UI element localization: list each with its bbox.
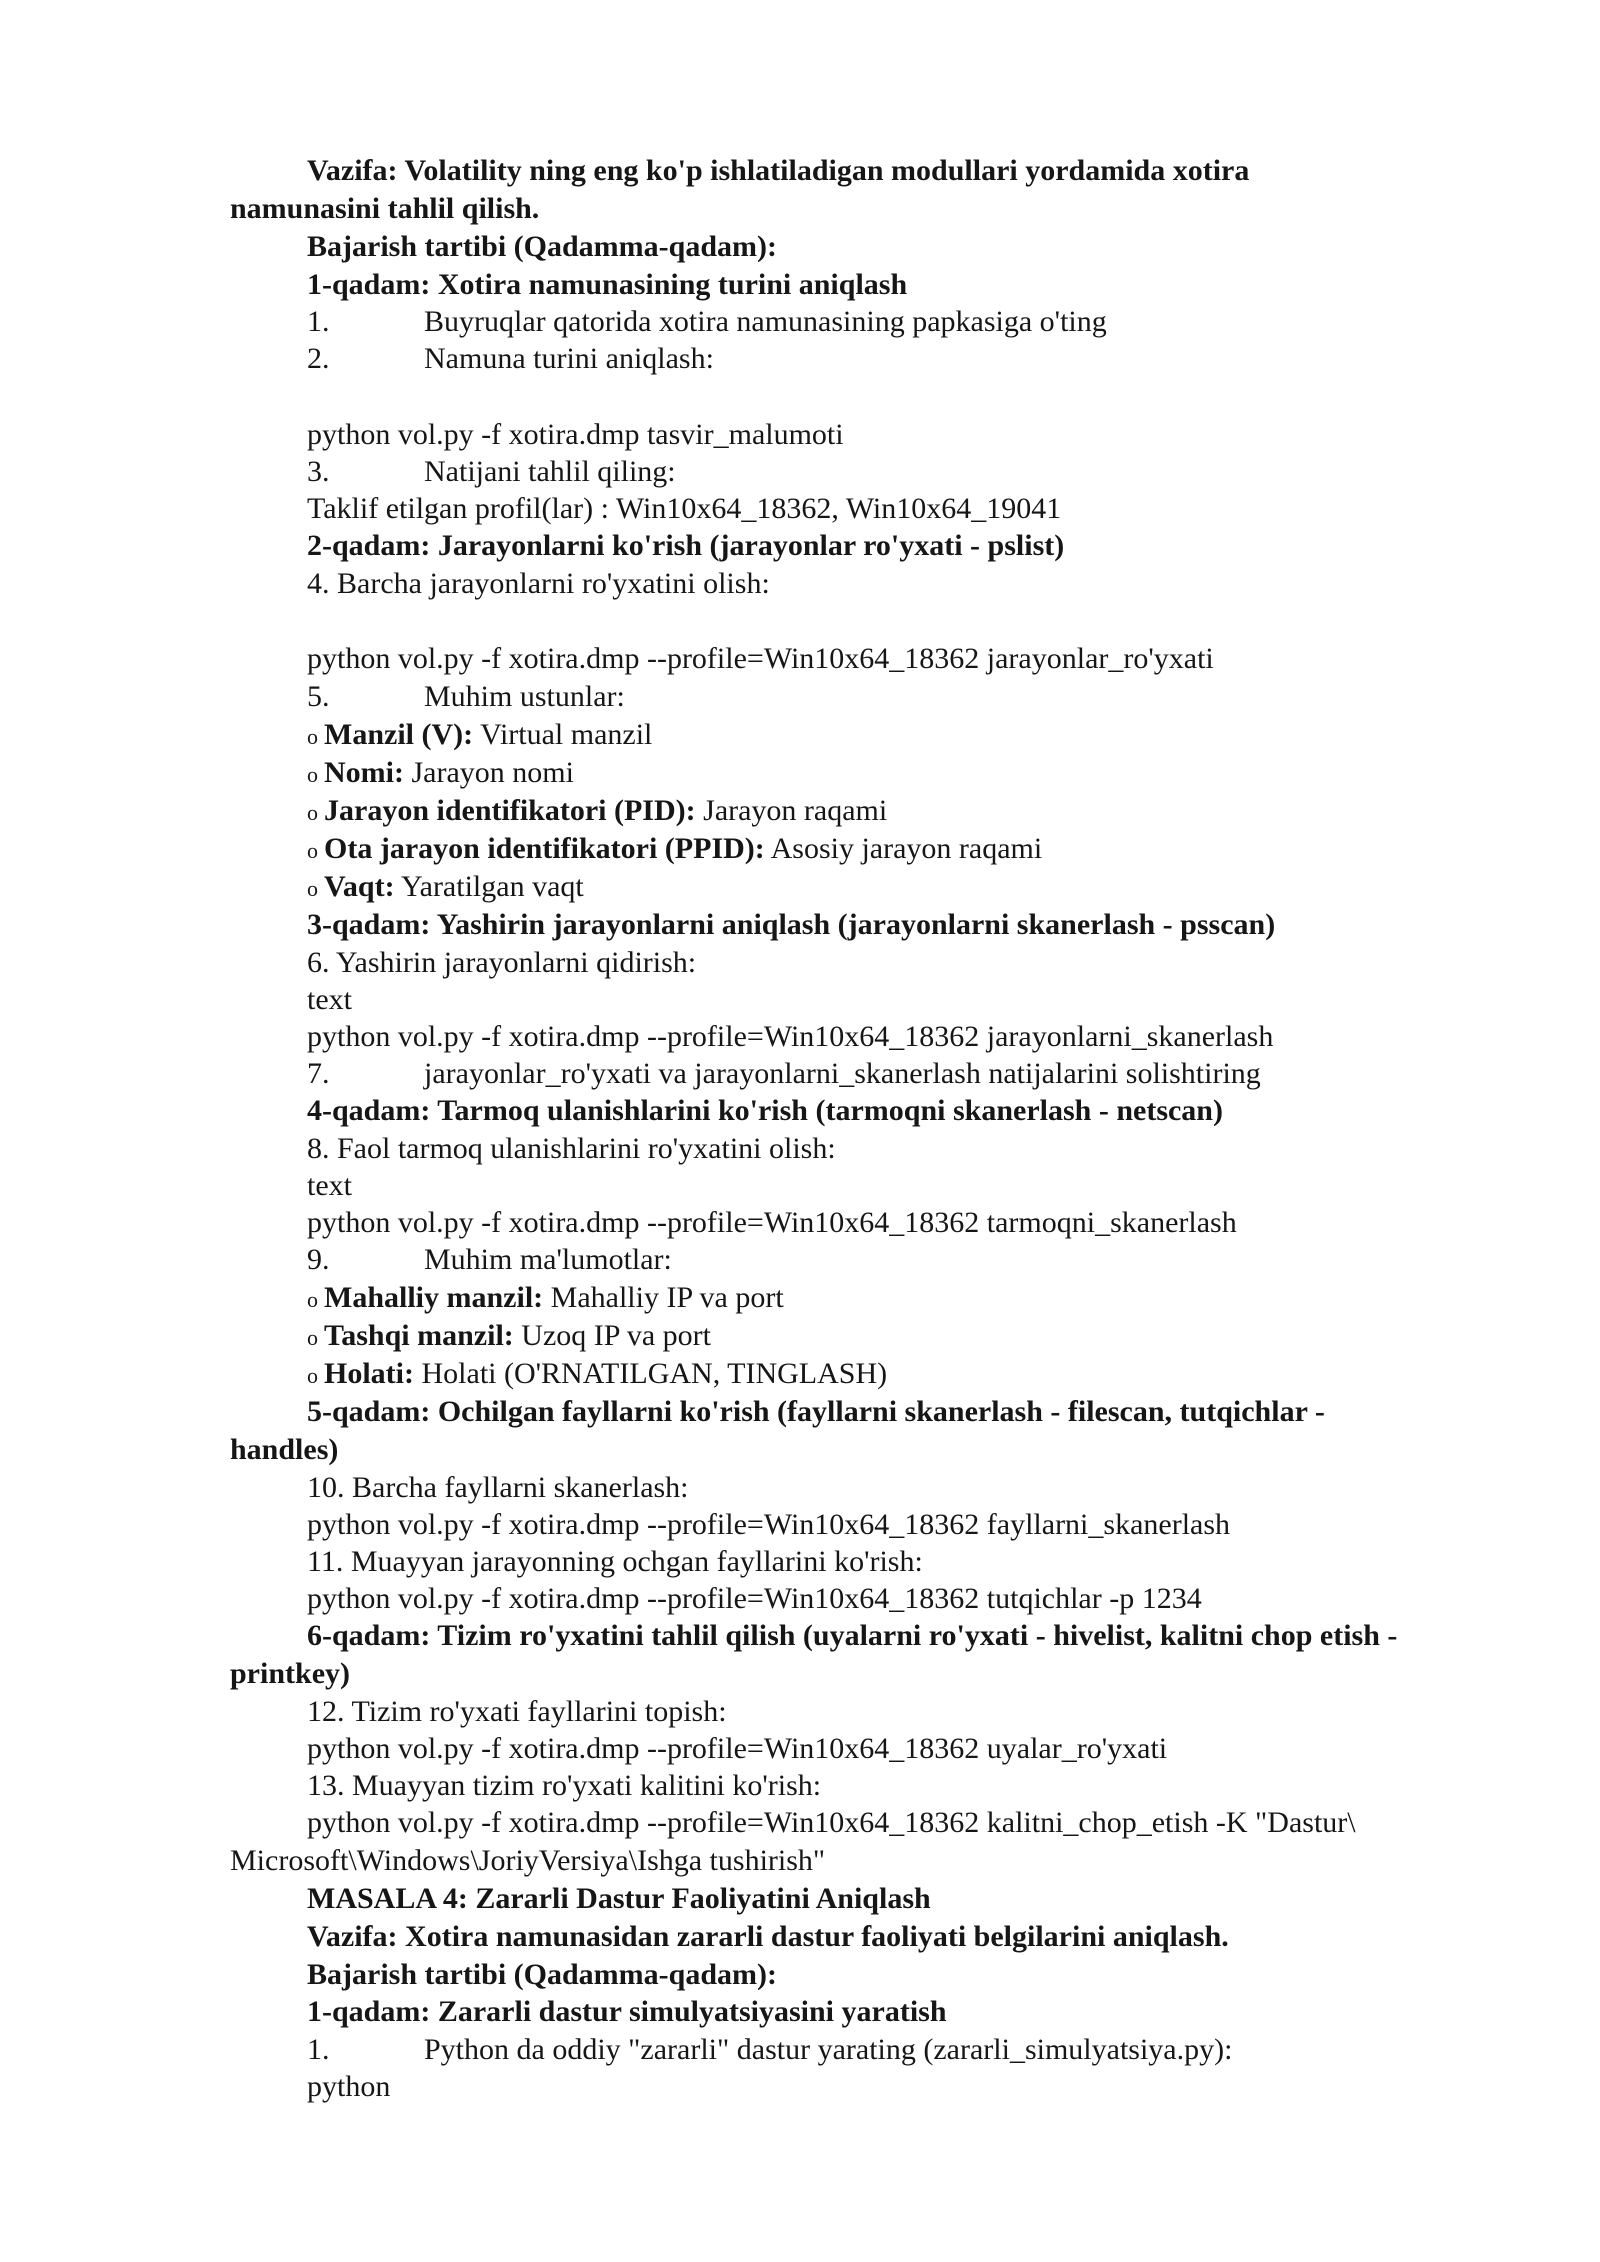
bullet-term: Nomi: — [324, 756, 404, 789]
bullet-desc: Holati (O'RNATILGAN, TINGLASH) — [414, 1357, 888, 1390]
item-number: 1. — [307, 2033, 330, 2066]
bullet-term: Jarayon identifikatori (PID): — [324, 794, 696, 827]
item-text: jarayonlar_ro'yxati va jarayonlarni_skanerlash natijalarini solishtiring — [424, 1057, 1261, 1090]
bullet-marker: o — [307, 1363, 318, 1388]
item-number: 7. — [307, 1057, 330, 1090]
step4-heading: 4-qadam: Tarmoq ulanishlarini ko'rish (tarmoqni skanerlash - netscan) — [307, 1094, 1223, 1127]
bullet-desc: Mahalliy IP va port — [543, 1281, 784, 1314]
bullet-item — [307, 717, 652, 755]
bullet-desc: Uzoq IP va port — [513, 1319, 711, 1352]
masala4-step1-heading: 1-qadam: Zararli dastur simulyatsiyasini yaratish — [307, 1995, 947, 2028]
item-text: Natijani tahlil qiling: — [424, 455, 676, 488]
step1-heading: 1-qadam: Xotira namunasining turini aniqlash — [307, 268, 908, 301]
task-heading-continued: namunasini tahlil qilish. — [230, 192, 540, 225]
bullet-term: Manzil (V): — [324, 718, 474, 751]
command-line: python vol.py -f xotira.dmp --profile=Win10x64_18362 tarmoqni_skanerlash — [307, 1206, 1237, 1239]
masala4-title: MASALA 4: Zararli Dastur Faoliyatini Aniqlash — [307, 1882, 931, 1915]
bullet-item — [307, 755, 574, 793]
list-item: 6. Yashirin jarayonlarni qidirish: — [307, 946, 697, 979]
list-item — [307, 2032, 1232, 2068]
list-item — [307, 341, 714, 377]
item-number: 3. — [307, 455, 330, 488]
task-heading: Vazifa: Volatility ning eng ko'p ishlatiladigan modullari yordamida xotira — [307, 154, 1250, 187]
list-item — [307, 1056, 1261, 1092]
bullet-item — [307, 793, 887, 831]
step5-heading: 5-qadam: Ochilgan fayllarni ko'rish (fayllarni skanerlash - filescan, tutqichlar - — [307, 1395, 1325, 1428]
item-text: Muhim ma'lumotlar: — [424, 1243, 672, 1276]
list-item — [307, 679, 625, 715]
item-text: Python da oddiy "zararli" dastur yarating (zararli_simulyatsiya.py): — [424, 2033, 1233, 2066]
bullet-desc: Asosiy jarayon raqami — [764, 832, 1043, 865]
bullet-desc: Virtual manzil — [473, 718, 653, 751]
bullet-item — [307, 1356, 887, 1394]
step6-heading-continued: printkey) — [230, 1657, 350, 1690]
bullet-marker: o — [307, 876, 318, 901]
bullet-desc: Jarayon raqami — [695, 794, 888, 827]
bullet-term: Ota jarayon identifikatori (PPID): — [324, 832, 765, 865]
item-number: 5. — [307, 680, 330, 713]
step3-heading: 3-qadam: Yashirin jarayonlarni aniqlash (jarayonlarni skanerlash - psscan) — [307, 908, 1276, 941]
bullet-term: Mahalliy manzil: — [324, 1281, 544, 1314]
masala4-task: Vazifa: Xotira namunasidan zararli dastur faoliyati belgilarini aniqlash. — [307, 1920, 1229, 1953]
bullet-item — [307, 1280, 784, 1318]
command-line: python vol.py -f xotira.dmp --profile=Win10x64_18362 jarayonlar_ro'yxati — [307, 642, 1214, 675]
command-line: python vol.py -f xotira.dmp --profile=Win10x64_18362 fayllarni_skanerlash — [307, 1508, 1231, 1541]
command-line: python vol.py -f xotira.dmp --profile=Win10x64_18362 kalitni_chop_etish -K "Dastur\ — [307, 1806, 1356, 1839]
list-item — [307, 454, 676, 490]
list-item: 12. Tizim ro'yxati fayllarini topish: — [307, 1695, 727, 1728]
bullet-marker: o — [307, 762, 318, 787]
list-item: 4. Barcha jarayonlarni ro'yxatini olish: — [307, 567, 770, 600]
bullet-desc: Yaratilgan vaqt — [394, 870, 584, 903]
list-item: 10. Barcha fayllarni skanerlash: — [307, 1471, 689, 1504]
command-line: python vol.py -f xotira.dmp --profile=Win10x64_18362 uyalar_ro'yxati — [307, 1732, 1168, 1765]
item-text: Namuna turini aniqlash: — [424, 342, 714, 375]
procedure-heading: Bajarish tartibi (Qadamma-qadam): — [307, 230, 777, 263]
step5-heading-continued: handles) — [230, 1433, 339, 1466]
item-text: Muhim ustunlar: — [424, 680, 625, 713]
step2-heading: 2-qadam: Jarayonlarni ko'rish (jarayonlar ro'yxati - pslist) — [307, 529, 1065, 562]
bullet-term: Holati: — [324, 1357, 414, 1390]
bullet-marker: o — [307, 724, 318, 749]
item-number: 9. — [307, 1243, 330, 1276]
step6-heading: 6-qadam: Tizim ro'yxatini tahlil qilish (uyalarni ro'yxati - hivelist, kalitni chop etish - — [307, 1619, 1398, 1652]
list-item: 8. Faol tarmoq ulanishlarini ro'yxatini olish: — [307, 1132, 836, 1165]
list-item: 11. Muayyan jarayonning ochgan fayllarini ko'rish: — [307, 1545, 923, 1578]
bullet-marker: o — [307, 1325, 318, 1350]
command-line: python vol.py -f xotira.dmp --profile=Win10x64_18362 jarayonlarni_skanerlash — [307, 1020, 1274, 1053]
bullet-item — [307, 1318, 711, 1356]
list-item — [307, 304, 1107, 340]
list-item: 13. Muayyan tizim ro'yxati kalitini ko'rish: — [307, 1769, 822, 1802]
code-language-label: text — [307, 983, 352, 1016]
code-language-label: python — [307, 2070, 391, 2103]
bullet-desc: Jarayon nomi — [403, 756, 574, 789]
bullet-item — [307, 831, 1042, 869]
bullet-marker: o — [307, 838, 318, 863]
command-line: python vol.py -f xotira.dmp tasvir_malumoti — [307, 418, 844, 451]
item-text: Buyruqlar qatorida xotira namunasining papkasiga o'ting — [424, 305, 1107, 338]
result-line: Taklif etilgan profil(lar) : Win10x64_18362, Win10x64_19041 — [307, 492, 1062, 525]
bullet-marker: o — [307, 1287, 318, 1312]
command-line-continued: Microsoft\Windows\JoriyVersiya\Ishga tushirish" — [230, 1844, 826, 1877]
bullet-term: Tashqi manzil: — [324, 1319, 514, 1352]
item-number: 1. — [307, 305, 330, 338]
code-language-label: text — [307, 1169, 352, 1202]
procedure-heading: Bajarish tartibi (Qadamma-qadam): — [307, 1958, 777, 1991]
command-line: python vol.py -f xotira.dmp --profile=Win10x64_18362 tutqichlar -p 1234 — [307, 1582, 1202, 1615]
list-item — [307, 1242, 672, 1278]
bullet-item — [307, 869, 584, 907]
bullet-term: Vaqt: — [324, 870, 395, 903]
bullet-marker: o — [307, 800, 318, 825]
item-number: 2. — [307, 342, 330, 375]
